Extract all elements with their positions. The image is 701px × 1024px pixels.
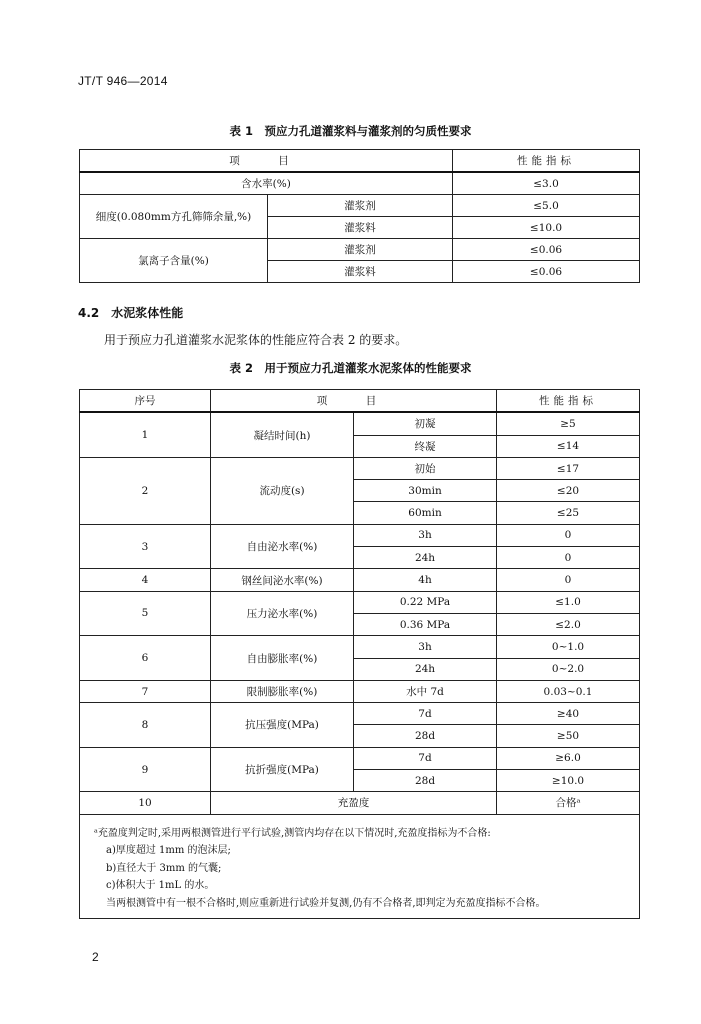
table2-row-item: 限制膨胀率(%)	[211, 680, 354, 702]
table2-row-value: ≥40	[497, 703, 640, 725]
table2-row-condition: 7d	[354, 747, 497, 769]
table2-row-condition: 4h	[354, 569, 497, 591]
table1-chloride-sub-agent: 灌浆剂	[268, 239, 453, 261]
table-row	[80, 569, 640, 591]
table-row	[80, 703, 640, 725]
table1-caption: 表 1 预应力孔道灌浆料与灌浆剂的匀质性要求	[229, 124, 472, 138]
table1-header-item: 项 目	[80, 150, 453, 173]
table2-row-value: ≥5	[497, 412, 640, 435]
table2-row10-no: 10	[80, 792, 211, 814]
table2-row-value: 0	[497, 547, 640, 569]
table2-row-value: 0~2.0	[497, 658, 640, 680]
section-heading: 4.2 水泥浆体性能	[78, 306, 184, 320]
table2-row-item: 流动度(s)	[211, 457, 354, 524]
table1-header-index: 性能指标	[453, 150, 640, 173]
table2-row-item: 抗压强度(MPa)	[211, 703, 354, 748]
table-row	[80, 195, 640, 217]
table-row	[80, 412, 640, 435]
table2-row-condition: 60min	[354, 502, 497, 524]
table-row	[80, 457, 640, 479]
table2-row-item: 钢丝间泌水率(%)	[211, 569, 354, 591]
table2-row-value: 0	[497, 569, 640, 591]
table1-chloride-label: 氯离子含量(%)	[80, 239, 268, 283]
table2-row-value: ≤1.0	[497, 591, 640, 613]
table1-fineness-label: 细度(0.080mm方孔筛筛余量,%)	[80, 195, 268, 239]
table2-row-condition: 30min	[354, 480, 497, 502]
table2-row-item: 自由膨胀率(%)	[211, 636, 354, 681]
table2-row-condition: 0.22 MPa	[354, 591, 497, 613]
table2-row-no: 9	[80, 747, 211, 792]
table2-row-condition: 3h	[354, 636, 497, 658]
table1-moisture-label: 含水率(%)	[80, 172, 453, 195]
table2-row10-value: 合格ᵃ	[497, 792, 640, 814]
table2-body	[80, 412, 640, 792]
table-row	[80, 524, 640, 546]
page-number: 2	[92, 950, 99, 964]
table-row	[80, 591, 640, 613]
table2-row-no: 4	[80, 569, 211, 591]
table1-chloride-value-material: ≤0.06	[453, 261, 640, 283]
table1-chloride-sub-material: 灌浆料	[268, 261, 453, 283]
table2-row-value: ≤14	[497, 435, 640, 457]
table2-row-condition: 终凝	[354, 435, 497, 457]
footnote-line: ᵃ充盈度判定时,采用两根测管进行平行试验,测管内均存在以下情况时,充盈度指标为不合格:	[94, 827, 491, 839]
table2-row-item: 抗折强度(MPa)	[211, 747, 354, 792]
table1-chloride-value-agent: ≤0.06	[453, 239, 640, 261]
footnote-line: 当两根测管中有一根不合格时,则应重新进行试验并复测,仍有不合格者,即判定为充盈度指标不合格。	[106, 897, 546, 909]
table2-caption: 表 2 用于预应力孔道灌浆水泥浆体的性能要求	[229, 361, 472, 375]
table2-row-condition: 24h	[354, 547, 497, 569]
table2-row-value: ≥10.0	[497, 770, 640, 792]
table2-row-value: ≤20	[497, 480, 640, 502]
table2-header-item: 项 目	[211, 390, 497, 413]
table2	[79, 389, 640, 919]
table-row	[80, 239, 640, 261]
table2-row-value: ≤17	[497, 457, 640, 479]
table1-fineness-sub-material: 灌浆料	[268, 217, 453, 239]
table2-row-condition: 28d	[354, 770, 497, 792]
table-row	[80, 792, 640, 814]
standard-code: JT/T 946—2014	[78, 74, 168, 88]
table2-row-no: 8	[80, 703, 211, 748]
table2-row-item: 压力泌水率(%)	[211, 591, 354, 636]
table-row	[80, 747, 640, 769]
table1	[79, 149, 640, 283]
table2-row-condition: 初凝	[354, 412, 497, 435]
table2-row10-item: 充盈度	[211, 792, 497, 814]
table2-row-no: 6	[80, 636, 211, 681]
table2-row-value: ≤25	[497, 502, 640, 524]
table2-row-value: 0~1.0	[497, 636, 640, 658]
section-paragraph: 用于预应力孔道灌浆水泥浆体的性能应符合表 2 的要求。	[104, 333, 408, 347]
table2-row-condition: 水中 7d	[354, 680, 497, 702]
table1-fineness-sub-agent: 灌浆剂	[268, 195, 453, 217]
table2-row-no: 1	[80, 412, 211, 457]
table2-row-value: 0.03~0.1	[497, 680, 640, 702]
table-row	[80, 636, 640, 658]
table2-row-value: ≥50	[497, 725, 640, 747]
table2-footnote	[80, 814, 640, 919]
table1-fineness-value-material: ≤10.0	[453, 217, 640, 239]
table2-row-value: ≥6.0	[497, 747, 640, 769]
table2-row-value: ≤2.0	[497, 613, 640, 635]
table2-header-no: 序号	[80, 390, 211, 413]
table-row	[80, 680, 640, 702]
footnote-line: c)体积大于 1mL 的水。	[106, 880, 215, 892]
table2-row-item: 自由泌水率(%)	[211, 524, 354, 569]
table2-row-no: 3	[80, 524, 211, 569]
table1-moisture-value: ≤3.0	[453, 172, 640, 195]
footnote-line: b)直径大于 3mm 的气囊;	[106, 862, 222, 874]
table1-fineness-value-agent: ≤5.0	[453, 195, 640, 217]
table2-row-value: 0	[497, 524, 640, 546]
table2-row-condition: 初始	[354, 457, 497, 479]
table2-row-no: 7	[80, 680, 211, 702]
table2-row-no: 2	[80, 457, 211, 524]
table2-row-condition: 7d	[354, 703, 497, 725]
table2-header-index: 性能指标	[497, 390, 640, 413]
table2-row-condition: 0.36 MPa	[354, 613, 497, 635]
table2-row-condition: 28d	[354, 725, 497, 747]
table2-row-item: 凝结时间(h)	[211, 412, 354, 457]
footnote-line: a)厚度超过 1mm 的泡沫层;	[106, 845, 231, 857]
table2-row-no: 5	[80, 591, 211, 636]
table2-row-condition: 3h	[354, 524, 497, 546]
table2-row-condition: 24h	[354, 658, 497, 680]
table-row	[80, 172, 640, 195]
